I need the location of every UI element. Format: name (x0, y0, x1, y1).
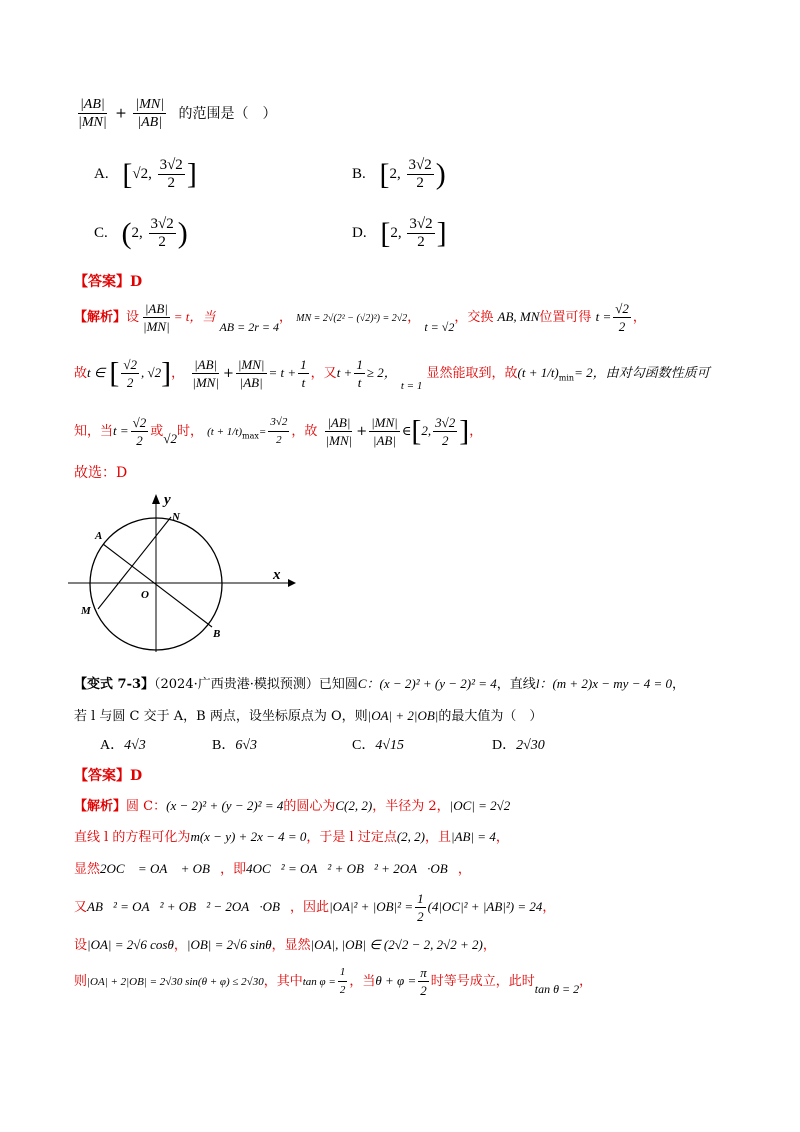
option-d[interactable]: D. [2, $\frac{3√2}{2}$ ] (352, 216, 447, 250)
variant-option-d[interactable]: D．2√30 (492, 738, 545, 753)
variant-option-b[interactable]: B．6√3 (212, 738, 258, 753)
question-stem (74, 96, 277, 131)
expr-den: |MN| (78, 115, 107, 130)
variant-analysis-line-2: 直线 l 的方程可化为m(x − y) + 2x − 4 = 0，于是 l 过定点(2, 2)，且|AB| = 4， (74, 829, 509, 845)
variant-analysis-line-4: 又AB⃗² = OA⃗² + OB⃗² − 2OA⃗·OB⃗，因此|OA|² + |OB|² = $\frac{1}{2}$ (4|OC|² + |AB|²) = 24， (74, 891, 556, 924)
option-c[interactable]: C. (2, $\frac{3√2}{2}$ ) (94, 216, 188, 250)
label-n: N (172, 511, 180, 523)
variant-option-a[interactable]: A．4√3 (100, 738, 146, 753)
option-b[interactable]: B. [2, $\frac{3√2}{2}$ ) (352, 157, 446, 191)
chord-mn (98, 517, 171, 609)
variant-analysis-line-3: 显然2OC⃗ = OA⃗ + OB⃗，即4OC⃗² = OA⃗² + OB⃗² + 2OA⃗·OB⃗， (74, 861, 471, 877)
variant-tag: 【变式 7-3】 (74, 677, 155, 692)
variant-option-c[interactable]: C．4√15 (352, 738, 405, 753)
variant-answer-line: 【答案】D (74, 768, 143, 784)
label-o: O (141, 589, 149, 601)
analysis-line-3: 知，当t = $\frac{√2}{2}$ 或√2时， $(t + 1/t)_{max}=$ $\frac{3√2}{2}$ ，故 $\frac{|AB|}{|MN|}$ + $\frac{|MN|}{|AB|}$ ∈[2, $\frac{3√2}{2}$ ]， (74, 414, 483, 448)
analysis-line-2: 故t ∈ [ $\frac{√2}{2}$ , √2]， $\frac{|AB|}{|MN|}$ + $\frac{|MN|}{|AB|}$ = t + $\frac{1}{t}$ ，又t + $\frac{1}{t}$ ≥ 2， $_{t = 1}$ 显然能取到，故$(t + 1/t)_{min}= 2$，由对勾函数性质可 (74, 356, 710, 392)
choose-line: 故选：D (74, 465, 128, 481)
variant-analysis-line-6: 则|OA| + 2|OB| = 2√30 sin(θ + φ) ≤ 2√30，其中tan φ = $\frac{1}{2}$ ，当θ + φ = $\frac{\pi}{2}$ 时等号成立，此时tan θ = 2， (74, 965, 593, 998)
label-m: M (81, 605, 91, 617)
label-a: A (95, 530, 103, 542)
variant-analysis-line-5: 设|OA| = 2√6 cosθ，|OB| = 2√6 sinθ，显然|OA|, |OB| ∈ (2√2 − 2, 2√2 + 2)， (74, 937, 496, 953)
x-axis-arrow-icon (288, 579, 296, 587)
variant-question: 【变式 7-3】（2024·广西贵港·模拟预测）已知圆C：(x − 2)² + (y − 2)² = 4，直线l：(m + 2)x − my − 4 = 0， (74, 676, 686, 692)
label-b: B (213, 628, 221, 640)
analysis-line-1: 【解析】设 $\frac{|AB|}{|MN|}$ = t，当 AB = 2r = 4， MN = 2√(2² − (√2)²) = 2√2， t = √2，交换 AB, MN位置可得 t = $\frac{√2}{2}$ ， (74, 301, 646, 334)
plus-sign: + (115, 105, 127, 122)
label-y: y (164, 492, 171, 508)
circle-figure (68, 492, 298, 652)
label-x: x (273, 567, 281, 583)
expr-den: |AB| (137, 115, 163, 130)
variant-question-line-2: 若 l 与圆 C 交于 A，B 两点，设坐标原点为 O，则|OA| + 2|OB|的最大值为（ ） (74, 708, 543, 724)
option-a[interactable]: A. [√2, $\frac{3√2}{2}$ ] (94, 157, 197, 191)
variant-analysis-line-1: 【解析】圆 C：(x − 2)² + (y − 2)² = 4的圆心为C(2, 2)，半径为 2，|OC| = 2√2 (74, 798, 511, 814)
y-axis-arrow-icon (152, 494, 160, 504)
stem-text: 的范围是（ ） (178, 105, 277, 122)
chord-ab (103, 544, 212, 627)
answer-line: 【答案】D (74, 274, 143, 290)
expr-num: |MN| (135, 97, 165, 112)
expr-num: |AB| (79, 97, 105, 112)
